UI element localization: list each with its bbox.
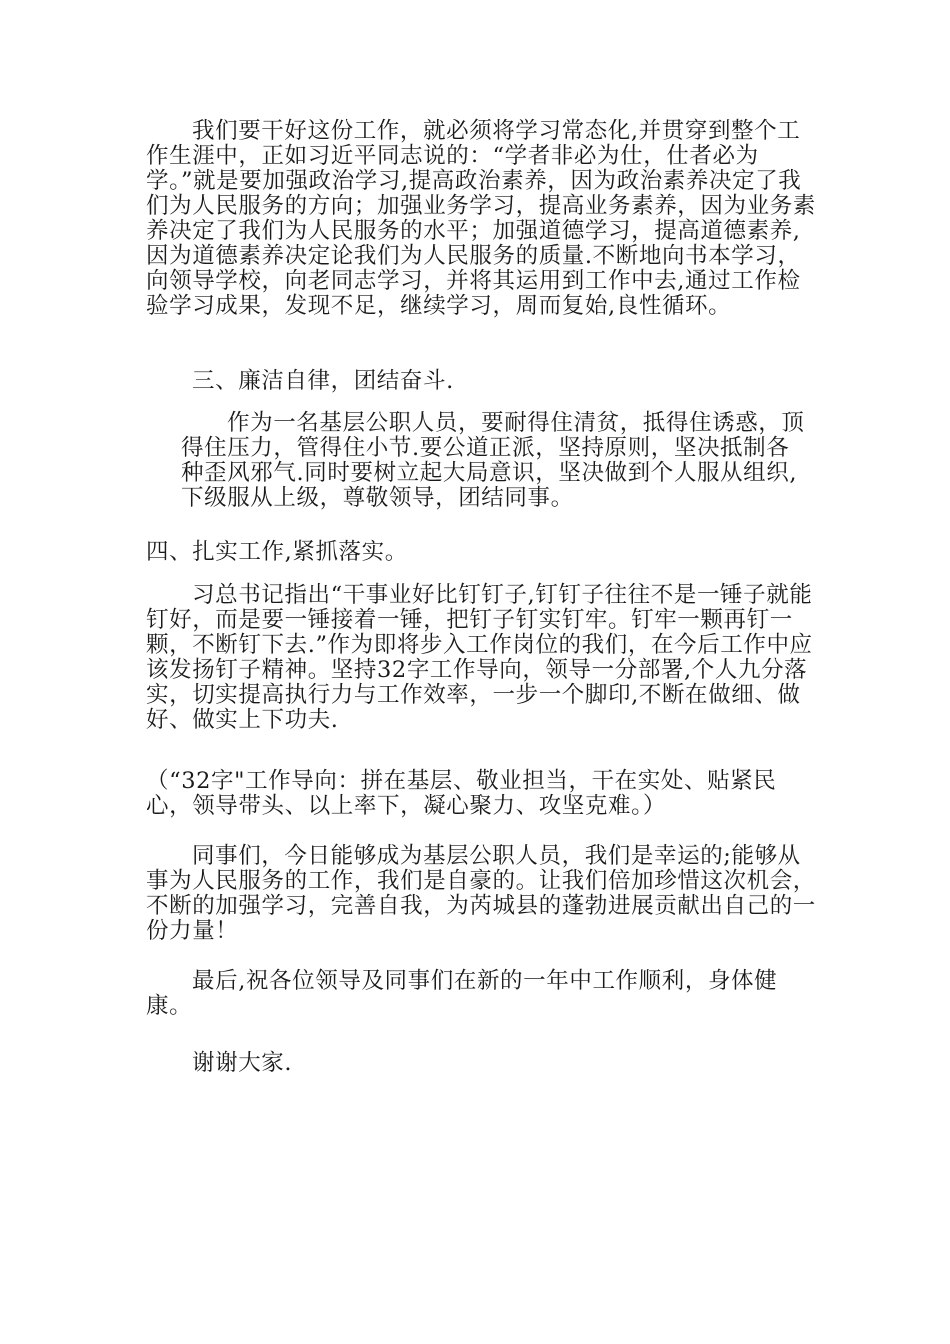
paragraph-nail-spirit: 习总书记指出“干事业好比钉钉子,钉钉子往往不是一锤子就能钉好，而是要一锤接着一锤，把钉子钉实钉牢。钉牢一颗再钉一颗，不断钉下去.”作为即将步入工作岗位的我们，在今后工作中应该发扬钉子精神。坚持32字工作导向，领导一分部署,个人九分落实，切实提高执行力与工作效率，一步一个脚印,不断在做细、做好、做实上下功夫. [146,582,813,733]
section-heading-three: 三、廉洁自律，团结奋斗. [192,368,454,394]
paragraph-study-normalization: 我们要干好这份工作，就必须将学习常态化,并贯穿到整个工作生涯中，正如习近平同志说的：“学者非必为仕，仕者必为学。”就是要加强政治学习,提高政治素养，因为政治素养决定了我们为人民服务的方向；加强业务学习，提高业务素养，因为业务素养决定了我们为人民服务的水平；加强道德学习，提高道德素养,因为道德素养决定论我们为人民服务的质量.不断地向书本学习，向领导学校，向老同志学习，并将其运用到工作中去,通过工作检验学习成果，发现不足，继续学习，周而复始,良性循环。 [146,118,816,319]
paragraph-colleagues: 同事们，今日能够成为基层公职人员，我们是幸运的;能够从事为人民服务的工作，我们是自豪的。让我们倍加珍惜这次机会，不断的加强学习，完善自我，为芮城县的蓬勃进展贡献出自己的一份力量！ [146,843,816,944]
paragraph-best-wishes: 最后,祝各位领导及同事们在新的一年中工作顺利，身体健康。 [146,968,778,1019]
paragraph-thanks: 谢谢大家. [192,1050,293,1076]
section-heading-four: 四、扎实工作,紧抓落实。 [146,539,408,565]
paragraph-work-orientation-note: （“32字"工作导向：拼在基层、敬业担当，干在实处、贴紧民心，领导带头、以上率下，凝心聚力、攻坚克难。） [146,768,777,819]
paragraph-integrity: 作为一名基层公职人员，要耐得住清贫，抵得住诱惑，顶得住压力，管得住小节.要公道正派，坚持原则，坚决抵制各种歪风邪气.同时要树立起大局意识，坚决做到个人服从组织,下级服从上级，尊敬领导，团结同事。 [181,410,805,511]
